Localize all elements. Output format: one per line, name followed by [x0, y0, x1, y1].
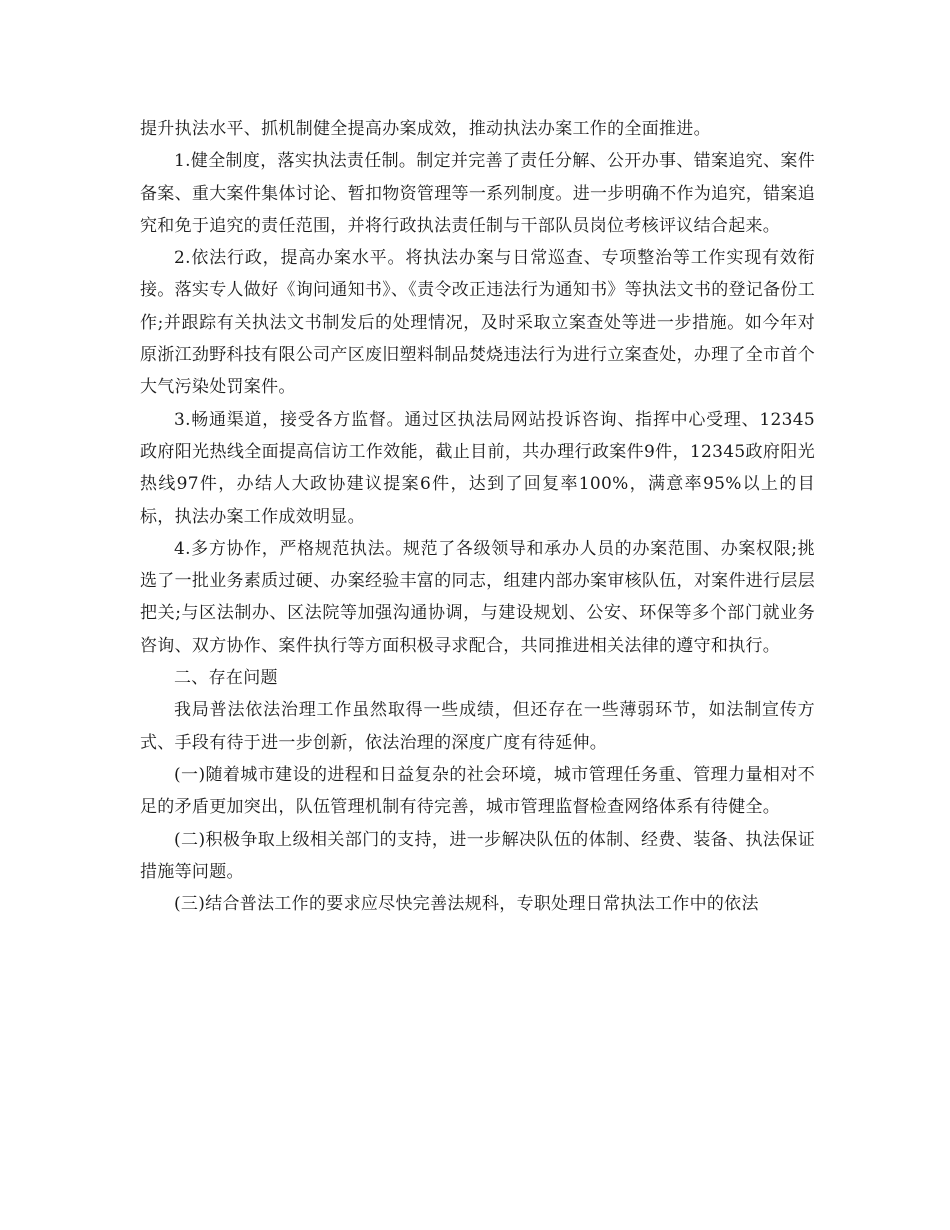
document-body [140, 113, 815, 920]
paragraph-problem-1: (一)随着城市建设的进程和日益复杂的社会环境，城市管理任务重、管理力量相对不足的矛盾更加突出，队伍管理机制有待完善，城市管理监督检查网络体系有待健全。 [140, 764, 815, 818]
paragraph-item-2: 2.依法行政，提高办案水平。将执法办案与日常巡查、专项整治等工作实现有效衔接。落实专人做好《询问通知书》、《责令改正违法行为通知书》等执法文书的登记备份工作;并跟踪有关执法文书制发后的处理情况，及时采取立案查处等进一步措施。如今年对原浙江劲野科技有限公司产区废旧塑料制品焚烧违法行为进行立案查处，办理了全市首个大气污染处罚案件。 [140, 248, 815, 398]
paragraph-problems-summary: 我局普法依法治理工作虽然取得一些成绩，但还存在一些薄弱环节，如法制宣传方式、手段有待于进一步创新，依法治理的深度广度有待延伸。 [140, 700, 815, 753]
paragraph-item-1: 1.健全制度，落实执法责任制。制定并完善了责任分解、公开办事、错案追究、案件备案、重大案件集体讨论、暂扣物资管理等一系列制度。进一步明确不作为追究，错案追究和免于追究的责任范围，并将行政执法责任制与干部队员岗位考核评议结合起来。 [140, 151, 815, 236]
section-heading-problems: 二、存在问题 [174, 668, 278, 689]
paragraph-item-3: 3.畅通渠道，接受各方监督。通过区执法局网站投诉咨询、指挥中心受理、12345政府阳光热线全面提高信访工作效能，截止目前，共办理行政案件9件，12345政府阳光热线97件，办结人大政协建议提案6件，达到了回复率100%，满意率95%以上的目标，执法办案工作成效明显。 [140, 409, 815, 527]
paragraph-problem-2: (二)积极争取上级相关部门的支持，进一步解决队伍的体制、经费、装备、执法保证措施等问题。 [140, 829, 815, 882]
paragraph-item-4: 4.多方协作，严格规范执法。规范了各级领导和承办人员的办案范围、办案权限;挑选了一批业务素质过硬、办案经验丰富的同志，组建内部办案审核队伍，对案件进行层层把关;与区法制办、区法院等加强沟通协调，与建设规划、公安、环保等多个部门就业务咨询、双方协作、案件执行等方面积极寻求配合，共同推进相关法律的遵守和执行。 [140, 538, 815, 656]
paragraph-intro: 提升执法水平、抓机制健全提高办案成效，推动执法办案工作的全面推进。 [140, 119, 711, 139]
paragraph-problem-3: (三)结合普法工作的要求应尽快完善法规科，专职处理日常执法工作中的依法 [174, 894, 759, 915]
